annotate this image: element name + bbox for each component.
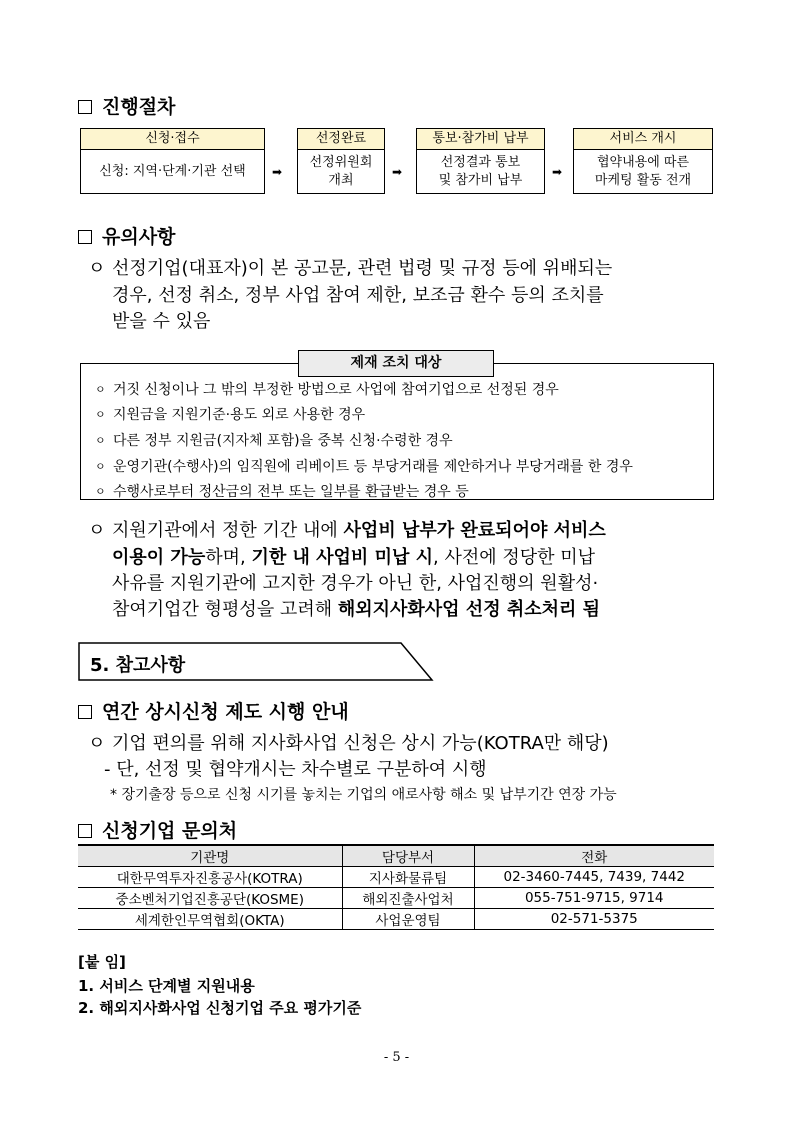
checkbox-square-icon (78, 824, 92, 838)
checkbox-square-icon (78, 705, 92, 719)
table-row (78, 909, 714, 930)
procedure-heading: 진행절차 (78, 92, 175, 119)
sanction-item: ㅇ 지원금을 지원기준·용도 외로 사용한 경우 (95, 407, 366, 423)
column-header: 기관명 (78, 845, 342, 867)
bullet-icon: ㅇ (88, 520, 106, 541)
arrow-right-icon: ➡ (272, 165, 283, 179)
column-header: 전화 (474, 845, 714, 867)
annual-heading: 연간 상시신청 제도 시행 안내 (78, 697, 349, 724)
notes-para2-line2: 이용이 가능하며, 기한 내 사업비 미납 시, 사전에 정당한 미납 (112, 547, 596, 568)
table-cell: 지사화물류팀 (342, 867, 474, 888)
table-cell: 중소벤처기업진흥공단(KOSME) (78, 888, 342, 909)
notes-heading: 유의사항 (78, 222, 175, 249)
attachments-title: [붙 임] (78, 953, 126, 971)
step-1-desc: 신청: 지역·단계·기관 선택 (80, 150, 265, 194)
section-title: 5. 참고사항 (90, 655, 186, 676)
table-header-row (78, 845, 714, 867)
checkbox-square-icon (78, 100, 92, 114)
sanctions-title: 제재 조치 대상 (298, 350, 494, 377)
sanction-item: ㅇ 수행사로부터 정산금의 전부 또는 일부를 환급받는 경우 등 (95, 484, 469, 500)
attachment-item: 2. 해외지사화사업 신청기업 주요 평가기준 (78, 999, 362, 1017)
table-cell: 055-751-9715, 9714 (474, 888, 714, 909)
column-header: 담당부서 (342, 845, 474, 867)
step-3-title: 통보·참가비 납부 (416, 128, 545, 150)
bullet-icon: ㅇ (88, 733, 106, 754)
step-2-title: 선정완료 (297, 128, 385, 150)
arrow-right-icon: ➡ (392, 165, 403, 179)
step-4-desc: 협약내용에 따른 마케팅 활동 전개 (573, 150, 713, 194)
sanction-item: ㅇ 다른 정부 지원금(지자체 포함)을 중복 신청·수령한 경우 (95, 433, 453, 449)
table-row (78, 867, 714, 888)
step-4-title: 서비스 개시 (573, 128, 713, 150)
notes-para2-line1: ㅇ 지원기관에서 정한 기간 내에 사업비 납부가 완료되어야 서비스 (88, 518, 606, 544)
table-row (78, 888, 714, 909)
step-1-title: 신청·접수 (80, 128, 265, 150)
contacts-table (78, 844, 714, 930)
table-cell: 02-571-5375 (474, 909, 714, 930)
annual-line1: ㅇ 기업 편의를 위해 지사화사업 신청은 상시 가능(KOTRA만 해당) (88, 731, 609, 757)
annual-note: * 장기출장 등으로 신청 시기를 놓치는 기업의 애로사항 해소 및 납부기간 연장 가능 (110, 787, 617, 803)
notes-para1-line1: ㅇ 선정기업(대표자)이 본 공고문, 관련 법령 및 규정 등에 위배되는 (88, 256, 612, 282)
notes-para2-line3: 사유를 지원기관에 고지한 경우가 아닌 한, 사업진행의 원활성· (112, 573, 599, 594)
table-cell: 사업운영팀 (342, 909, 474, 930)
notes-para1-line3: 받을 수 있음 (112, 311, 211, 332)
annual-line2: - 단, 선정 및 협약개시는 차수별로 구분하여 시행 (104, 759, 487, 780)
notes-para1-line2: 경우, 선정 취소, 정부 사업 참여 제한, 보조금 환수 등의 조치를 (112, 285, 604, 306)
table-cell: 02-3460-7445, 7439, 7442 (474, 867, 714, 888)
step-2-desc: 선정위원회 개최 (297, 150, 385, 194)
checkbox-square-icon (78, 230, 92, 244)
sanction-item: ㅇ 거짓 신청이나 그 밖의 부정한 방법으로 사업에 참여기업으로 선정된 경우 (95, 382, 559, 398)
table-cell: 해외진출사업처 (342, 888, 474, 909)
table-cell: 대한무역투자진흥공사(KOTRA) (78, 867, 342, 888)
table-cell: 세계한인무역협회(OKTA) (78, 909, 342, 930)
contacts-heading: 신청기업 문의처 (78, 816, 237, 843)
attachment-item: 1. 서비스 단계별 지원내용 (78, 977, 255, 995)
page-number: - 5 - (383, 1050, 410, 1065)
bullet-icon: ㅇ (88, 258, 106, 279)
sanction-item: ㅇ 운영기관(수행사)의 임직원에 리베이트 등 부당거래를 제안하거나 부당거래를 한 경우 (95, 459, 633, 475)
step-3-desc: 선정결과 통보 및 참가비 납부 (416, 150, 545, 194)
arrow-right-icon: ➡ (552, 165, 563, 179)
notes-para2-line4: 참여기업간 형평성을 고려해 해외지사화사업 선정 취소처리 됨 (112, 599, 601, 620)
